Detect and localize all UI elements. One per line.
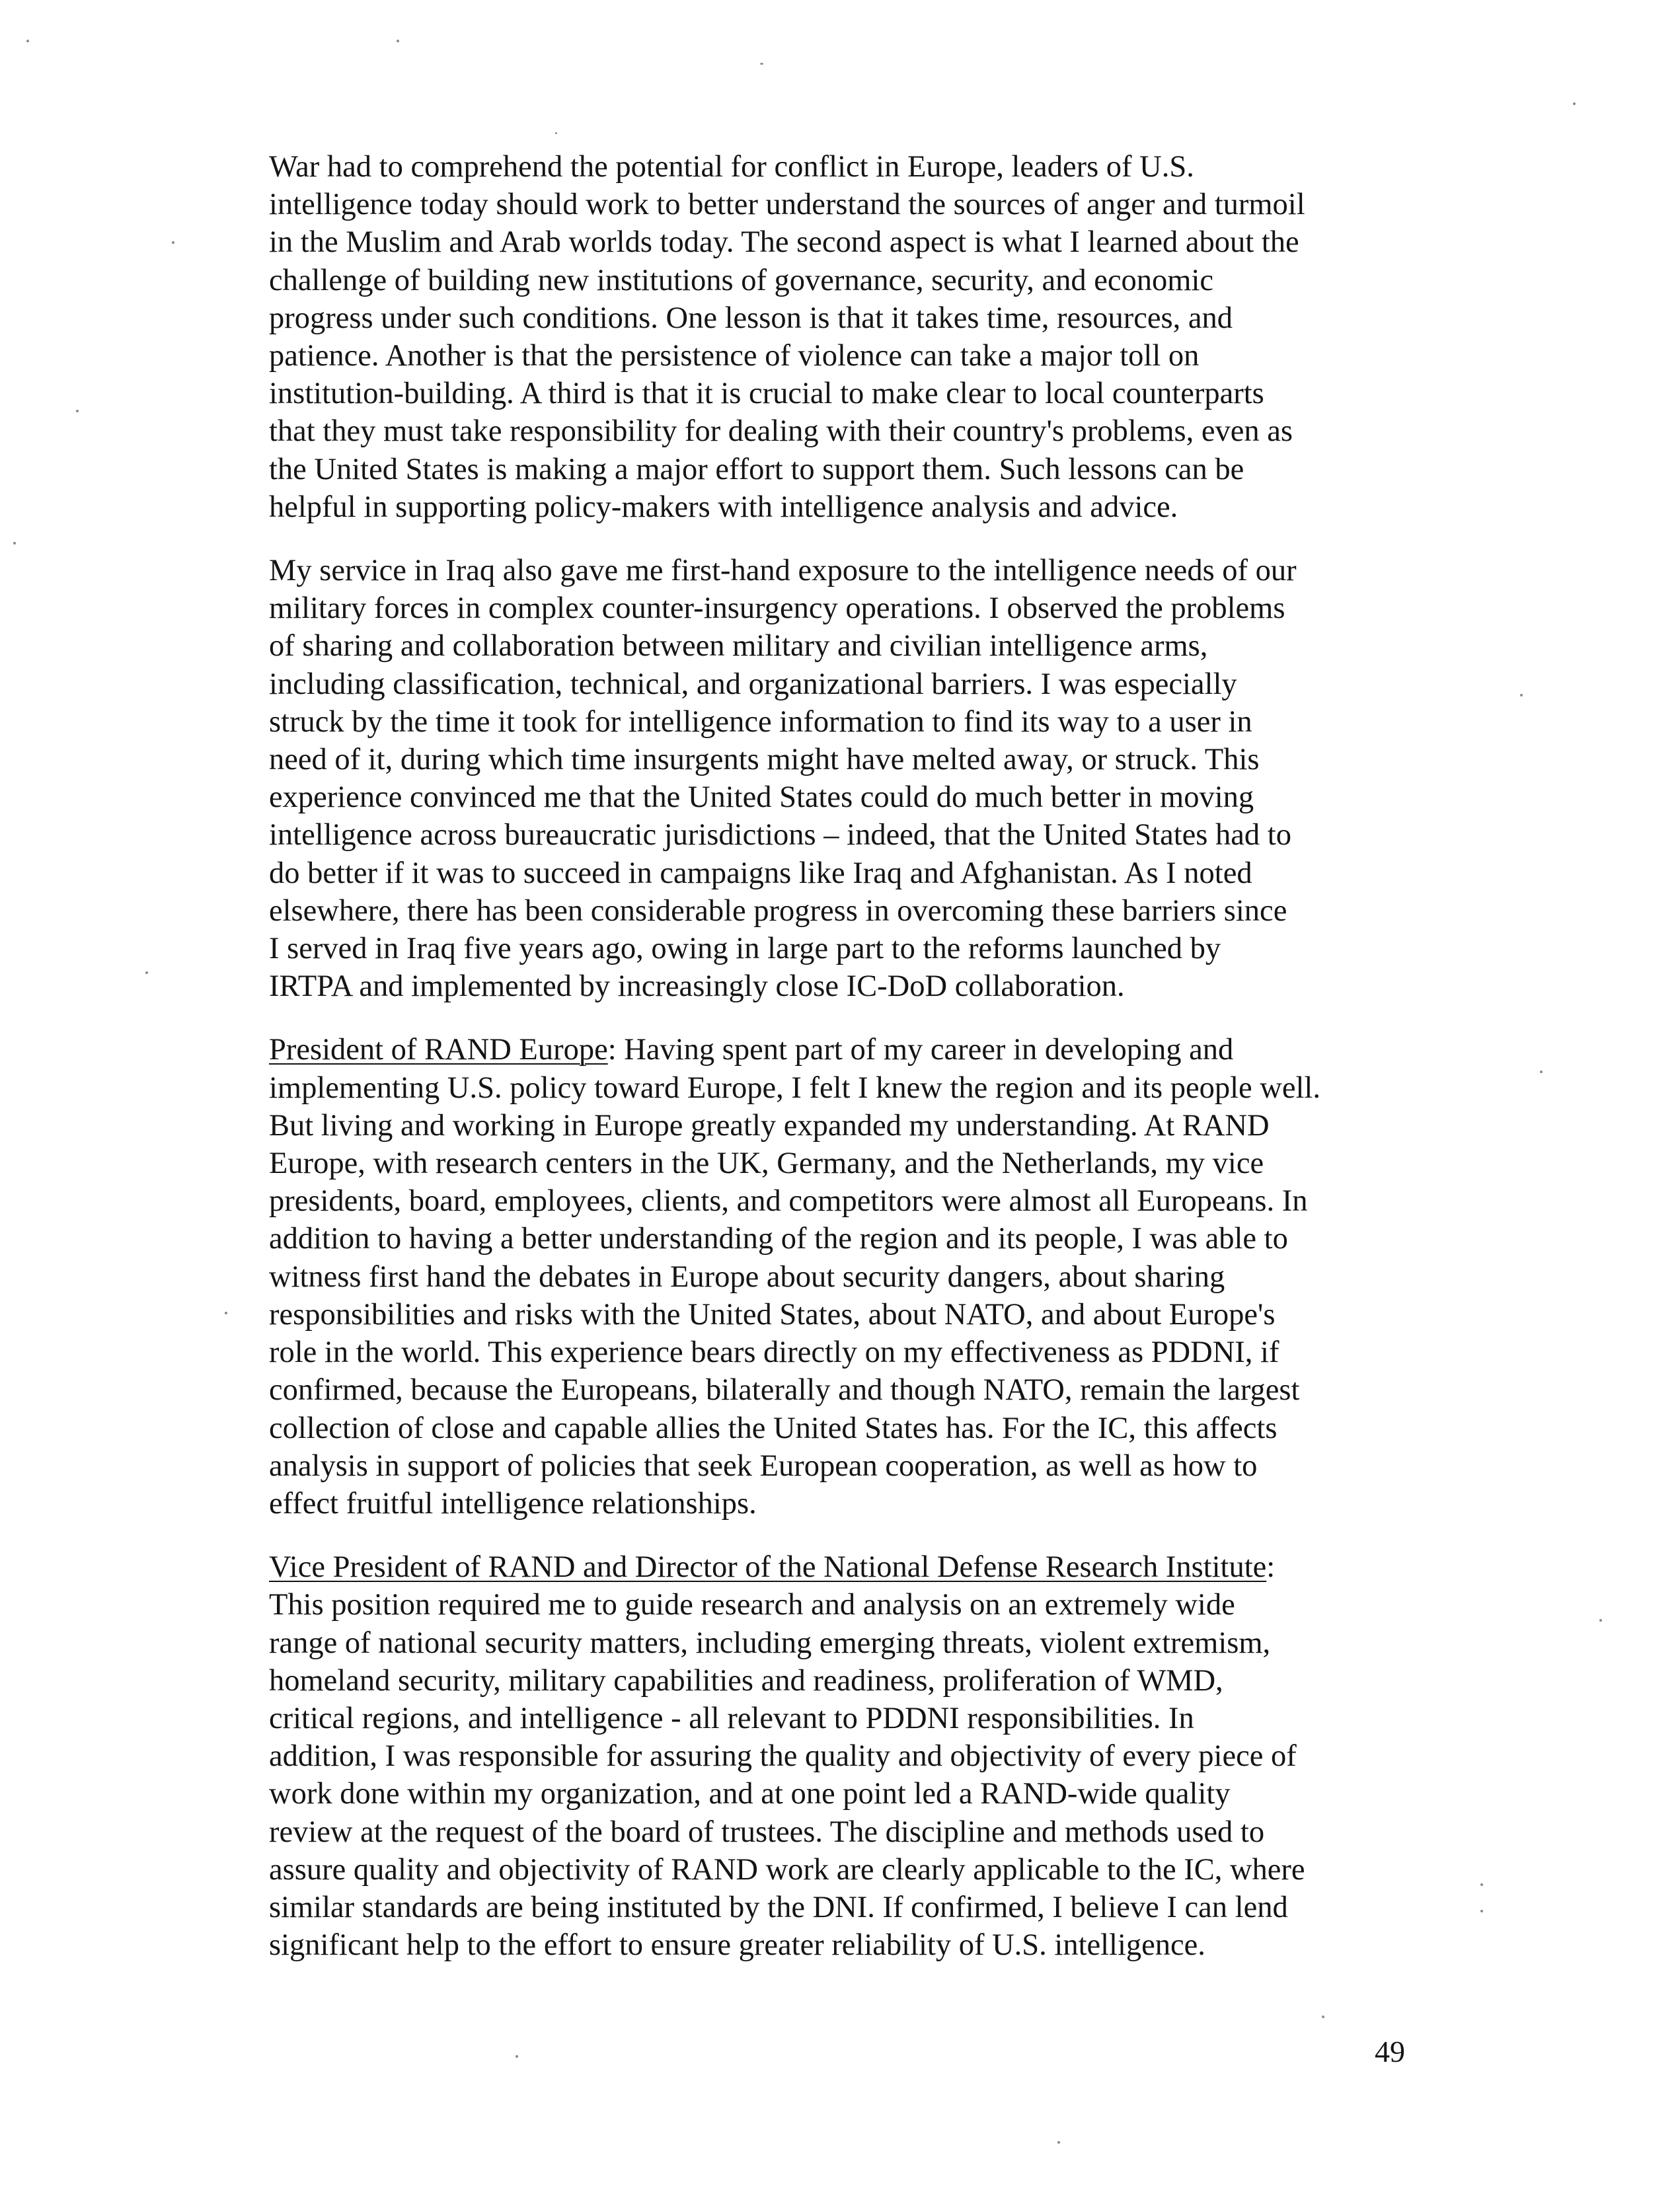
text-line: presidents, board, employees, clients, and competitors were almost all Europeans. In: [269, 1184, 1308, 1219]
text-line: I served in Iraq five years ago, owing in large part to the reforms launched by: [269, 932, 1221, 966]
text-line: struck by the time it took for intelligence information to find its way to a user in: [269, 704, 1252, 739]
text-line: responsibilities and risks with the United States, about NATO, and about Europe's: [269, 1297, 1276, 1332]
paragraph-rand-europe: [269, 1031, 1445, 1523]
text-line: This position required me to guide research and analysis on an extremely wide: [269, 1588, 1235, 1622]
text-line: addition to having a better understanding of the region and its people, I was able to: [269, 1222, 1288, 1256]
scan-speck: [145, 971, 148, 974]
section-heading-rand-europe: President of RAND Europe: [269, 1033, 608, 1067]
text-line: work done within my organization, and at one point led a RAND-wide quality: [269, 1777, 1231, 1811]
scan-speck: [172, 241, 174, 244]
text-line: confirmed, because the Europeans, bilaterally and though NATO, remain the largest: [269, 1373, 1300, 1408]
text-line: assure quality and objectivity of RAND work are clearly applicable to the IC, where: [269, 1852, 1305, 1887]
text-line: intelligence across bureaucratic jurisdictions – indeed, that the United States had to: [269, 818, 1291, 852]
scan-speck: [1520, 694, 1523, 697]
section-heading-ndri: Vice President of RAND and Director of the National Defense Research Institute: [269, 1550, 1267, 1585]
text-line: institution-building. A third is that it is crucial to make clear to local counterparts: [269, 377, 1264, 411]
text-line: of sharing and collaboration between military and civilian intelligence arms,: [269, 629, 1208, 663]
scan-speck: [1057, 2141, 1060, 2144]
text-line: do better if it was to succeed in campaigns like Iraq and Afghanistan. As I noted: [269, 856, 1252, 890]
text-line: critical regions, and intelligence - all relevant to PDDNI responsibilities. In: [269, 1701, 1194, 1735]
scan-speck: [1573, 102, 1576, 105]
text-line: But living and working in Europe greatly expanded my understanding. At RAND: [269, 1108, 1270, 1143]
paragraph-ndri: [269, 1548, 1445, 1964]
scan-speck: [26, 40, 29, 42]
scan-speck: [225, 1312, 227, 1314]
text-line-tail: :: [1266, 1550, 1276, 1585]
text-line: the United States is making a major effort to support them. Such lessons can be: [269, 452, 1244, 486]
text-line: helpful in supporting policy-makers with intelligence analysis and advice.: [269, 490, 1178, 524]
text-line: military forces in complex counter-insurgency operations. I observed the problems: [269, 591, 1285, 626]
text-line: War had to comprehend the potential for conflict in Europe, leaders of U.S.: [269, 150, 1194, 184]
text-line: including classification, technical, and organizational barriers. I was especially: [269, 667, 1237, 701]
text-line: [269, 1548, 1445, 1586]
scan-speck: [1480, 1883, 1483, 1886]
text-line: in the Muslim and Arab worlds today. The second aspect is what I learned about the: [269, 225, 1299, 260]
text-line: implementing U.S. policy toward Europe, I felt I knew the region and its people well.: [269, 1071, 1320, 1105]
text-line: witness first hand the debates in Europe about security dangers, about sharing: [269, 1260, 1225, 1294]
body-text: [269, 148, 1445, 1990]
paragraph-iraq-service: [269, 552, 1445, 1005]
scan-speck: [760, 63, 763, 65]
text-line: experience convinced me that the United States could do much better in moving: [269, 780, 1254, 815]
text-line: IRTPA and implemented by increasingly close IC-DoD collaboration.: [269, 969, 1125, 1004]
scan-speck: [555, 132, 557, 134]
text-line: patience. Another is that the persistence of violence can take a major toll on: [269, 339, 1200, 373]
scan-speck: [1540, 1071, 1543, 1073]
text-line: addition, I was responsible for assuring the quality and objectivity of every piece of: [269, 1739, 1297, 1774]
text-line: progress under such conditions. One lesson is that it takes time, resources, and: [269, 301, 1233, 335]
scan-speck: [515, 2055, 518, 2058]
text-line: elsewhere, there has been considerable progress in overcoming these barriers since: [269, 893, 1287, 928]
text-line: Europe, with research centers in the UK, Germany, and the Netherlands, my vice: [269, 1147, 1264, 1181]
scan-speck: [397, 40, 399, 42]
text-line: challenge of building new institutions of governance, security, and economic: [269, 263, 1214, 297]
text-line: that they must take responsibility for dealing with their country's problems, even as: [269, 414, 1293, 449]
scan-speck: [1599, 1619, 1602, 1622]
scan-speck: [1322, 2016, 1324, 2018]
text-line: [269, 1031, 1445, 1069]
text-line: intelligence today should work to better understand the sources of anger and turmoil: [269, 188, 1305, 222]
scan-speck: [13, 542, 16, 545]
text-line: homeland security, military capabilities and readiness, proliferation of WMD,: [269, 1663, 1223, 1698]
page-number: 49: [1375, 2035, 1405, 2068]
text-line: effect fruitful intelligence relationships.: [269, 1486, 757, 1521]
text-line: range of national security matters, including emerging threats, violent extremism,: [269, 1626, 1271, 1660]
text-line: role in the world. This experience bears directly on my effectiveness as PDDNI, if: [269, 1336, 1279, 1370]
text-line: significant help to the effort to ensure greater reliability of U.S. intelligence.: [269, 1928, 1205, 1963]
text-line: collection of close and capable allies the United States has. For the IC, this affects: [269, 1411, 1278, 1445]
text-line: similar standards are being instituted by the DNI. If confirmed, I believe I can lend: [269, 1890, 1288, 1924]
text-line: review at the request of the board of trustees. The discipline and methods used to: [269, 1815, 1265, 1849]
scan-speck: [76, 410, 79, 412]
text-line: need of it, during which time insurgents might have melted away, or struck. This: [269, 743, 1260, 777]
text-line-tail: : Having spent part of my career in developing and: [607, 1033, 1234, 1067]
paragraph-intelligence-lessons: [269, 148, 1445, 526]
text-line: My service in Iraq also gave me first-hand exposure to the intelligence needs of our: [269, 554, 1297, 588]
scan-speck: [1480, 1910, 1483, 1912]
text-line: analysis in support of policies that seek European cooperation, as well as how to: [269, 1449, 1258, 1483]
